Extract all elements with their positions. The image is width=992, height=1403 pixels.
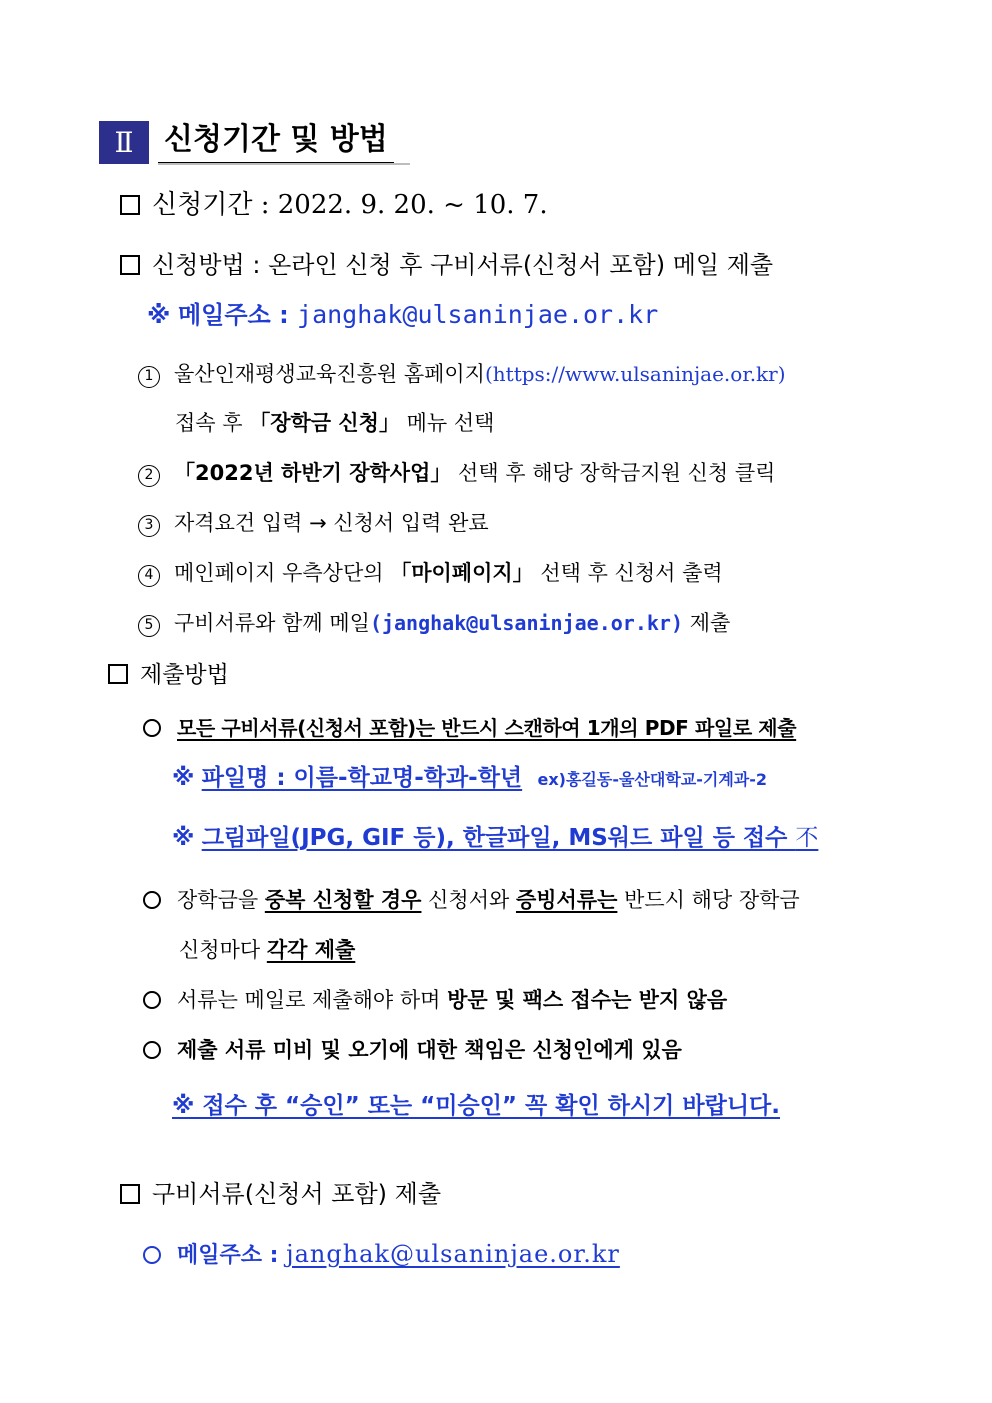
bullet-circle-icon: [143, 719, 161, 737]
file-type-rule: [202, 825, 819, 851]
step-text: 제출: [683, 611, 731, 635]
emphasis-text: 방문 및 팩스 접수는 받지 않음: [447, 988, 728, 1012]
homepage-link[interactable]: (https://www.ulsaninjae.or.kr): [484, 362, 786, 386]
approval-check-note: [172, 1093, 780, 1121]
bullet-circle-icon: [143, 1246, 161, 1264]
email-label: 메일주소 :: [177, 301, 298, 329]
emphasis-text: 각각 제출: [266, 938, 356, 962]
bullet-circle-icon: [143, 1041, 161, 1059]
checkbox-square-icon: [120, 195, 140, 215]
approval-note-text: ※ 접수 후 “승인” 또는 “미승인” 꼭 확인 하시기 바랍니다.: [172, 1093, 780, 1119]
bullet-text: 장학금을: [177, 888, 265, 912]
title-underline-shadow: [158, 163, 410, 165]
method-label: 신청방법: [152, 251, 245, 279]
step-1: [138, 362, 786, 388]
filename-note: [172, 765, 767, 793]
step-text: 자격요건 입력 → 신청서 입력 완료: [174, 511, 489, 535]
method-separator: :: [244, 251, 269, 279]
period-value: 2022. 9. 20. ~ 10. 7.: [277, 190, 548, 220]
submission-bullet-4: [143, 1038, 682, 1063]
bullet-text: 서류는 메일로 제출해야 하며: [177, 988, 448, 1012]
step-text: 메인페이지 우측상단의: [174, 561, 391, 585]
filename-rule: 파일명 : 이름-학교명-학과-학년: [201, 765, 523, 791]
email-link[interactable]: (janghak@ulsaninjae.or.kr): [369, 611, 684, 635]
step-text: 선택 후 신청서 출력: [533, 561, 723, 585]
section-number-badge: Ⅱ: [99, 121, 149, 164]
method-email-note: [147, 300, 658, 330]
program-name: 「2022년 하반기 장학사업」: [174, 461, 452, 485]
reference-mark: ※: [172, 765, 195, 791]
documents-row: [120, 1180, 441, 1209]
not-accepted-mark: 不: [795, 825, 819, 851]
file-type-text: 그림파일(JPG, GIF 등), 한글파일, MS워드 파일 등 접수: [201, 825, 796, 851]
step-text: 울산인재평생교육진흥원 홈페이지: [174, 362, 485, 386]
submission-bullet-3: [143, 988, 727, 1013]
bullet-text: 모든 구비서류(신청서 포함)는 반드시 스캔하여 1개의 PDF 파일로 제출: [177, 716, 797, 740]
step-4: [138, 561, 723, 587]
bullet-text: 반드시 해당 장학금: [617, 888, 800, 912]
reference-mark: ※: [172, 825, 195, 851]
menu-name: 「장학금 신청」: [249, 411, 400, 435]
emphasis-text: 중복 신청할 경우: [264, 888, 422, 912]
period-row: [120, 190, 548, 221]
bullet-circle-icon: [143, 891, 161, 909]
step-text: 메뉴 선택: [399, 411, 495, 435]
reference-mark: ※: [147, 301, 171, 329]
submission-row: [108, 662, 229, 690]
checkbox-square-icon: [120, 255, 140, 275]
method-value: 온라인 신청 후 구비서류(신청서 포함) 메일 제출: [268, 251, 774, 279]
step-number-badge: 5: [138, 615, 160, 637]
period-separator: :: [252, 190, 278, 220]
filename-example: ex)홍길동-울산대학교-기계과-2: [537, 770, 768, 789]
step-text: 구비서류와 함께 메일: [174, 611, 370, 635]
section-title: 신청기간 및 방법: [158, 118, 394, 165]
period-label: 신청기간: [152, 190, 253, 220]
step-5: [138, 611, 730, 637]
step-1-continued: [175, 411, 494, 436]
step-text: 접속 후: [175, 411, 250, 435]
step-3: [138, 511, 489, 537]
submission-label: 제출방법: [140, 662, 229, 688]
menu-name: 「마이페이지」: [390, 561, 534, 585]
step-number-badge: 1: [138, 366, 160, 388]
documents-label: 구비서류(신청서 포함) 제출: [152, 1180, 442, 1208]
step-2: [138, 461, 775, 487]
checkbox-square-icon: [108, 664, 128, 684]
submission-bullet-2: [143, 888, 800, 913]
submission-bullet-1: [143, 716, 796, 740]
documents-email-row: [143, 1240, 620, 1269]
email-link[interactable]: janghak@ulsaninjae.or.kr: [286, 1240, 620, 1268]
file-type-note: [172, 825, 818, 853]
checkbox-square-icon: [120, 1184, 140, 1204]
email-link[interactable]: janghak@ulsaninjae.or.kr: [297, 300, 659, 329]
submission-bullet-2-continued: [179, 938, 355, 963]
bullet-text: 신청서와: [421, 888, 516, 912]
step-number-badge: 2: [138, 465, 160, 487]
step-text: 선택 후 해당 장학금지원 신청 클릭: [451, 461, 776, 485]
method-row: [120, 251, 773, 280]
bullet-circle-icon: [143, 991, 161, 1009]
step-number-badge: 4: [138, 565, 160, 587]
email-label: 메일주소 :: [177, 1243, 287, 1268]
bullet-text: 신청마다: [179, 938, 267, 962]
bullet-text: 제출 서류 미비 및 오기에 대한 책임은 신청인에게 있음: [177, 1038, 682, 1062]
step-number-badge: 3: [138, 515, 160, 537]
emphasis-text: 증빙서류는: [515, 888, 618, 912]
